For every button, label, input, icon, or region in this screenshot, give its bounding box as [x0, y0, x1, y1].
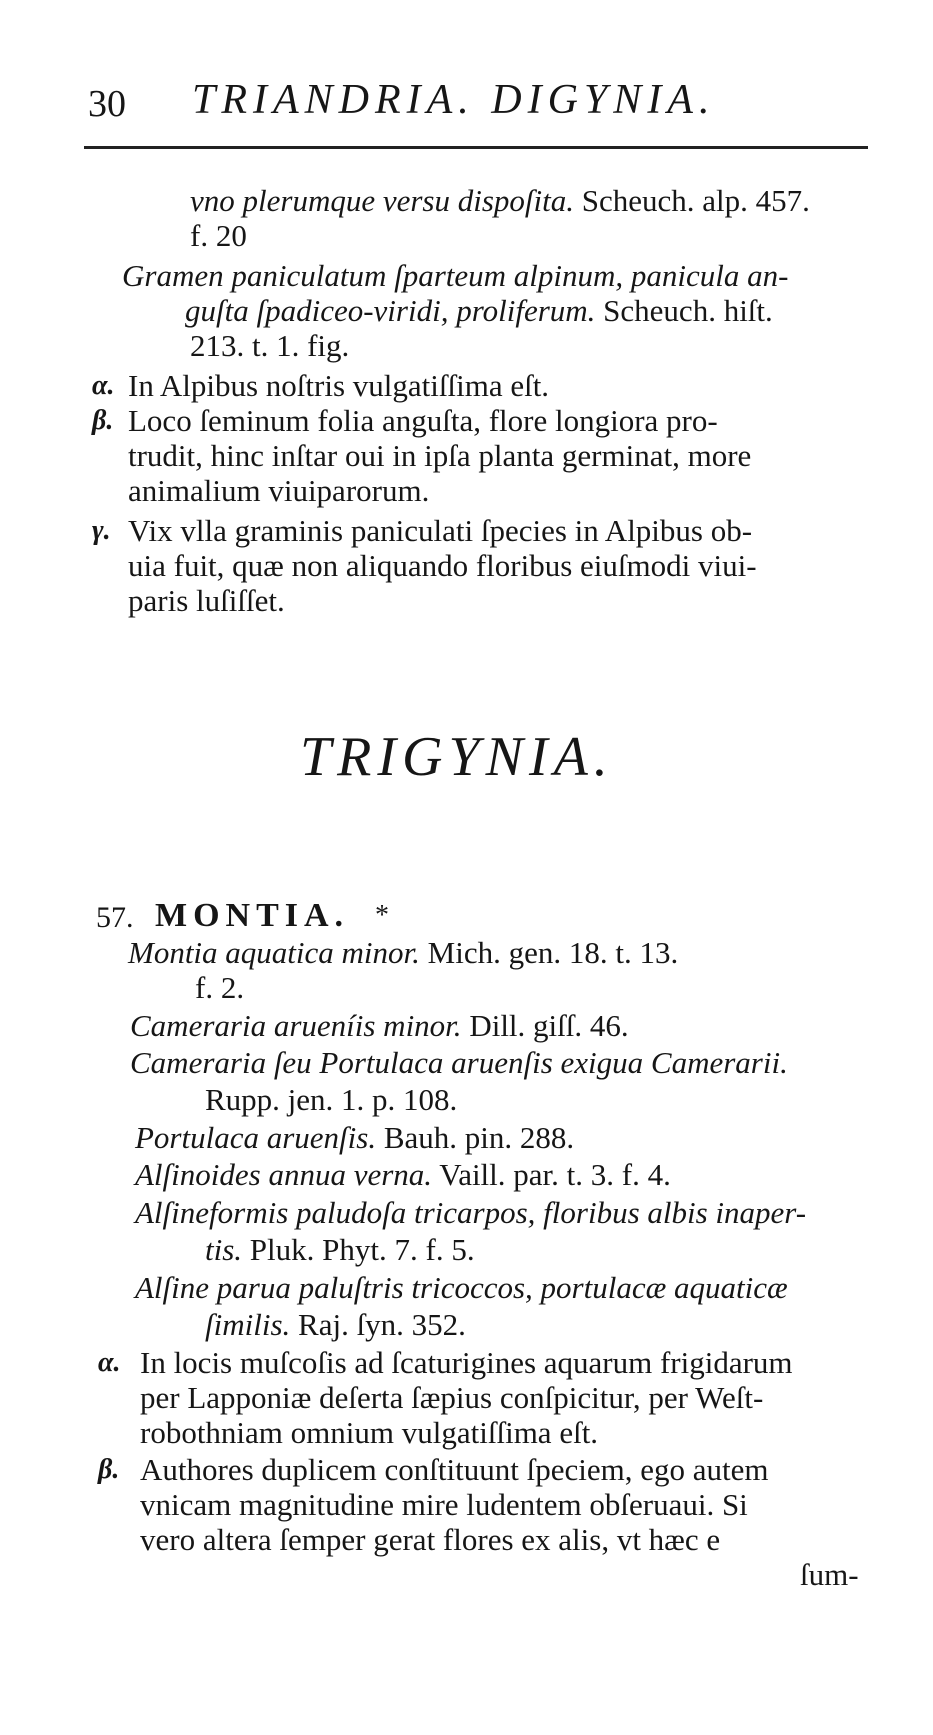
note-line: vnicam magnitudine mire ludentem obſeruaui. Si: [140, 1487, 748, 1522]
note-line: Loco ſeminum folia anguſta, flore longiora pro-: [128, 403, 718, 438]
synonym-line: Montia aquatica minor. Mich. gen. 18. t. 13.: [128, 935, 679, 970]
note-marker: α.: [92, 370, 115, 401]
page-number: 30: [88, 83, 126, 125]
synonym-line: ſimilis. Raj. ſyn. 352.: [205, 1307, 466, 1342]
running-title: TRIANDRIA. DIGYNIA.: [192, 77, 716, 123]
note-line: trudit, hinc inſtar oui in ipſa planta germinat, more: [128, 438, 752, 473]
note-line: Vix vlla graminis paniculati ſpecies in Alpibus ob-: [128, 513, 753, 548]
genus-name: MONTIA.: [155, 897, 350, 934]
note-marker: α.: [98, 1347, 121, 1378]
note-marker: γ.: [92, 515, 111, 546]
entry-line: Gramen paniculatum ſparteum alpinum, panicula an-: [122, 258, 789, 293]
note-line: paris luſiſſet.: [128, 583, 285, 618]
note-line: vero altera ſemper gerat flores ex alis, vt hæc e: [140, 1522, 721, 1557]
synonym-line: Cameraria arueníis minor. Dill. giſſ. 46.: [130, 1008, 629, 1043]
synonym-line: Alſinoides annua verna. Vaill. par. t. 3. f. 4.: [135, 1157, 671, 1192]
note-line: per Lapponiæ deſerta ſæpius conſpicitur, per Weſt-: [140, 1380, 764, 1415]
note-line: uia fuit, quæ non aliquando floribus eiuſmodi viui-: [128, 548, 757, 583]
section-title: TRIGYNIA.: [300, 726, 614, 788]
synonym-line: Cameraria ſeu Portulaca aruenſis exigua Camerarii.: [130, 1045, 788, 1080]
synonym-line: tis. Pluk. Phyt. 7. f. 5.: [205, 1232, 475, 1267]
catchword: ſum-: [800, 1557, 859, 1592]
entry-line: 213. t. 1. fig.: [190, 328, 350, 363]
genus-mark: *: [375, 900, 389, 931]
genus-number: 57.: [96, 901, 134, 934]
note-marker: β.: [92, 405, 114, 436]
synonym-line: Rupp. jen. 1. p. 108.: [205, 1082, 458, 1117]
note-marker: β.: [98, 1454, 120, 1485]
note-line: robothniam omnium vulgatiſſima eſt.: [140, 1415, 599, 1450]
header-rule: [84, 146, 868, 149]
entry-line: vno plerumque versu dispoſita. Scheuch. alp. 457.: [190, 183, 810, 218]
running-head: [88, 76, 868, 136]
entry-line: guſta ſpadiceo-viridi, proliferum. Scheuch. hiſt.: [185, 293, 773, 328]
synonym-line: Portulaca aruenſis. Bauh. pin. 288.: [135, 1120, 575, 1155]
note-line: animalium viuiparorum.: [128, 473, 430, 508]
synonym-line: Alſine parua paluſtris tricoccos, portulacæ aquaticæ: [135, 1270, 788, 1305]
note-line: In Alpibus noſtris vulgatiſſima eſt.: [128, 368, 550, 403]
entry-line: f. 20: [190, 218, 247, 253]
note-line: Authores duplicem conſtituunt ſpeciem, ego autem: [140, 1452, 769, 1487]
note-line: In locis muſcoſis ad ſcaturigines aquarum frigidarum: [140, 1345, 793, 1380]
synonym-line: Alſineformis paludoſa tricarpos, floribus albis inaper-: [135, 1195, 807, 1230]
synonym-line: f. 2.: [195, 970, 245, 1005]
